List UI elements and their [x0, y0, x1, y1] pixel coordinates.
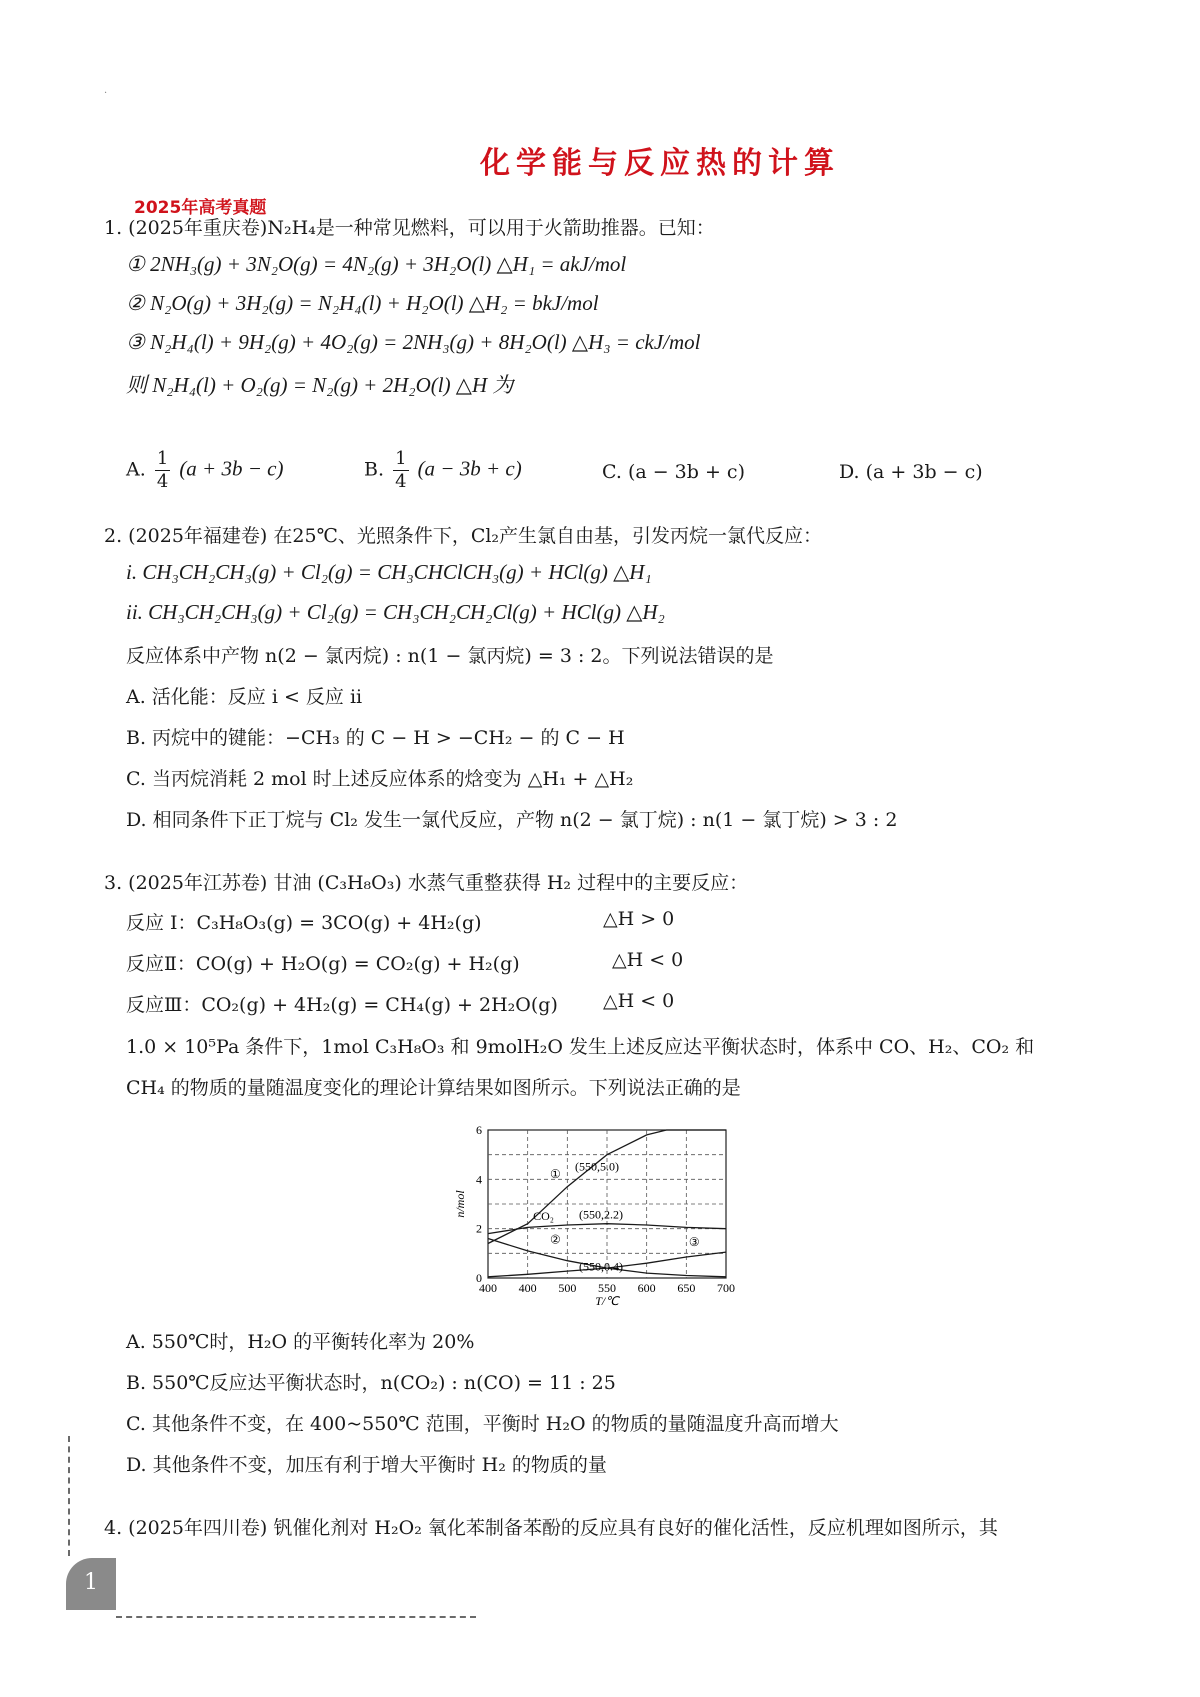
footer-dashed-line	[116, 1616, 476, 1618]
x-tick-label: 650	[677, 1281, 696, 1295]
chart-annotation: ③	[688, 1235, 700, 1249]
q1-option-b-numerator: 1	[395, 448, 407, 469]
x-tick-label: 400	[479, 1281, 497, 1295]
q3-reaction-3-dh: △H < 0	[603, 990, 675, 1012]
q1-equation-2: ② N₂O(g) + 3H₂(g) = N₂H₄(l) + H₂O(l) △H₂ = bkJ/mol	[126, 291, 599, 315]
q3-option-c[interactable]: C. 其他条件不变，在 400~550℃ 范围，平衡时 H₂O 的物质的量随温度升高而增大	[126, 1413, 839, 1435]
q1-option-d[interactable]: D. (a + 3b − c)	[839, 461, 983, 483]
y-tick-label: 4	[476, 1172, 482, 1187]
q2-reaction-i: i. CH₃CH₂CH₃(g) + Cl₂(g) = CH₃CHClCH₃(g) + HCl(g) △H₁	[126, 560, 652, 584]
chart-annotation: ②	[550, 1232, 561, 1247]
q3-reaction-2: 反应Ⅱ：CO(g) + H₂O(g) = CO₂(g) + H₂(g)	[126, 953, 520, 975]
q2-stem: 2. (2025年福建卷) 在25℃、光照条件下，Cl₂产生氯自由基，引发丙烷一氯代反应：	[104, 525, 823, 547]
margin-dashed-line	[68, 1436, 70, 1556]
q3-reaction-2-dh: △H < 0	[612, 949, 684, 971]
page-number-badge: 1	[66, 1558, 116, 1610]
page-title: 化学能与反应热的计算	[480, 146, 840, 181]
y-tick-label: 2	[476, 1221, 482, 1236]
q3-stem: 3. (2025年江苏卷) 甘油 (C₃H₈O₃) 水蒸气重整获得 H₂ 过程中的主要反应：	[104, 872, 749, 894]
q2-option-d[interactable]: D. 相同条件下正丁烷与 Cl₂ 发生一氯代反应，产物 n(2 − 氯丁烷) : n(1 − 氯丁烷) > 3 : 2	[126, 809, 898, 831]
q1-options	[126, 448, 1076, 508]
q3-reaction-1: 反应 Ⅰ：C₃H₈O₃(g) = 3CO(g) + 4H₂(g)	[126, 912, 482, 934]
chart-annotation: (550,5.0)	[575, 1159, 619, 1174]
q1-option-a-fraction	[155, 448, 170, 493]
q3-option-b[interactable]: B. 550℃反应达平衡状态时，n(CO₂) : n(CO) = 11 : 25	[126, 1372, 616, 1394]
y-axis-label: n/mol	[453, 1190, 467, 1218]
chart-annotation: CO₂	[533, 1208, 554, 1223]
q1-option-b-fraction	[393, 448, 408, 493]
q3-condition-line-2: CH₄ 的物质的量随温度变化的理论计算结果如图所示。下列说法正确的是	[126, 1077, 741, 1099]
q1-equation-1: ① 2NH₃(g) + 3N₂O(g) = 4N₂(g) + 3H₂O(l) △H₁ = akJ/mol	[126, 252, 627, 276]
q1-equation-3: ③ N₂H₄(l) + 9H₂(g) + 4O₂(g) = 2NH₃(g) + 8H₂O(l) △H₃ = ckJ/mol	[126, 330, 701, 354]
q1-option-b-label: B.	[364, 458, 385, 481]
q2-ratio: 反应体系中产物 n(2 − 氯丙烷) : n(1 − 氯丙烷) = 3 : 2。下列说法错误的是	[126, 645, 774, 667]
q1-option-b[interactable]	[364, 448, 522, 493]
q3-condition-line-1: 1.0 × 10⁵Pa 条件下，1mol C₃H₈O₃ 和 9molH₂O 发生上述反应达平衡状态时，体系中 CO、H₂、CO₂ 和	[126, 1036, 1035, 1058]
q1-option-a[interactable]	[126, 448, 283, 493]
chart-annotation: (550,0.4)	[579, 1259, 623, 1274]
chart-annotation: (550,2.2)	[579, 1207, 623, 1222]
x-tick-label: 400	[518, 1281, 537, 1295]
x-tick-label: 600	[637, 1281, 656, 1295]
q1-option-b-denominator: 4	[395, 471, 407, 492]
q1-option-b-text: (a − 3b + c)	[417, 456, 522, 481]
q1-option-a-text: (a + 3b − c)	[179, 456, 284, 481]
q2-option-b[interactable]: B. 丙烷中的键能：−CH₃ 的 C − H > −CH₂ − 的 C − H	[126, 727, 625, 749]
q1-option-a-denominator: 4	[156, 471, 169, 492]
x-tick-label: 550	[598, 1281, 616, 1295]
q3-reaction-1-dh: △H > 0	[603, 908, 675, 930]
y-tick-label: 0	[476, 1271, 482, 1285]
q2-reaction-ii: ii. CH₃CH₂CH₃(g) + Cl₂(g) = CH₃CH₂CH₂Cl(g) + HCl(g) △H₂	[126, 600, 665, 624]
q1-option-a-numerator: 1	[156, 448, 169, 469]
q1-option-c[interactable]: C. (a − 3b + c)	[602, 461, 745, 483]
q3-chart	[448, 1122, 768, 1310]
x-tick-label: 700	[717, 1281, 735, 1295]
q1-question: 则 N₂H₄(l) + O₂(g) = N₂(g) + 2H₂O(l) △H 为	[126, 373, 514, 397]
x-axis-label: T/℃	[595, 1294, 619, 1306]
q1-option-a-label: A.	[126, 458, 146, 481]
q3-reaction-3: 反应Ⅲ：CO₂(g) + 4H₂(g) = CH₄(g) + 2H₂O(g)	[126, 994, 558, 1016]
q1-stem: 1. (2025年重庆卷)N₂H₄是一种常见燃料，可以用于火箭助推器。已知：	[104, 217, 715, 239]
chart-annotation: ①	[550, 1167, 561, 1182]
section-heading: 2025年高考真题	[134, 198, 267, 218]
q3-option-a[interactable]: A. 550℃时，H₂O 的平衡转化率为 20%	[126, 1331, 475, 1353]
q3-option-d[interactable]: D. 其他条件不变，加压有利于增大平衡时 H₂ 的物质的量	[126, 1454, 607, 1476]
q2-option-a[interactable]: A. 活化能：反应 i < 反应 ii	[126, 686, 363, 708]
page-dot: ·	[104, 88, 108, 99]
q3-chart-svg	[448, 1122, 768, 1306]
x-tick-label: 500	[558, 1281, 577, 1295]
q2-option-c[interactable]: C. 当丙烷消耗 2 mol 时上述反应体系的焓变为 △H₁ + △H₂	[126, 768, 634, 790]
y-tick-label: 6	[476, 1123, 482, 1137]
q4-stem: 4. (2025年四川卷) 钒催化剂对 H₂O₂ 氧化苯制备苯酚的反应具有良好的催化活性，反应机理如图所示，其	[104, 1517, 998, 1539]
